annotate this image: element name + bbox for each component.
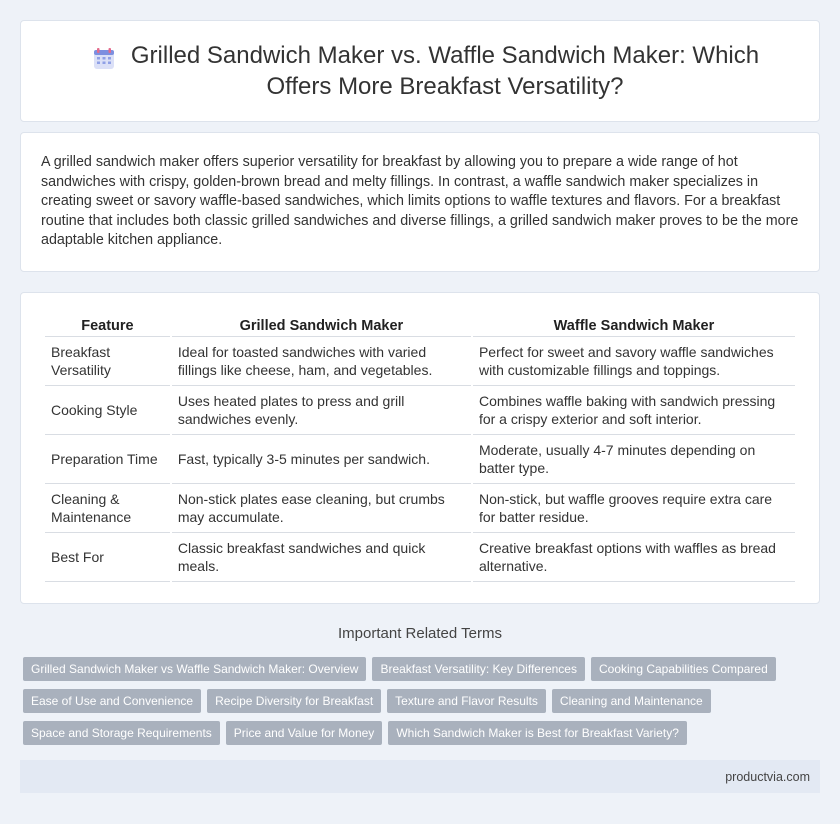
footer-site-link[interactable]: productvia.com bbox=[725, 769, 810, 784]
table-cell-grilled: Ideal for toasted sandwiches with varied fillings like cheese, ham, and vegetables. bbox=[172, 337, 471, 386]
table-cell-feature: Cooking Style bbox=[45, 386, 170, 435]
table-cell-grilled: Fast, typically 3-5 minutes per sandwich. bbox=[172, 435, 471, 484]
related-tag-cleaning[interactable]: Cleaning and Maintenance bbox=[552, 689, 711, 713]
comparison-table-card bbox=[20, 292, 820, 604]
intro-paragraph: A grilled sandwich maker offers superior versatility for breakfast by allowing you to prepare a wide range of hot sandwiches with crispy, golden-brown bread and melty fillings. In contrast, a waffle sandwich maker specializes in creating sweet or savory waffle-based sandwiches, which limits options to waffle textures and flavors. For a breakfast routine that includes both classic grilled sandwiches and diverse fillings, a grilled sandwich maker proves to be the more adaptable kitchen appliance. bbox=[41, 154, 799, 249]
table-cell-grilled: Uses heated plates to press and grill sandwiches evenly. bbox=[172, 386, 471, 435]
header-waffle: Waffle Sandwich Maker bbox=[473, 307, 795, 337]
table-cell-feature: Preparation Time bbox=[45, 435, 170, 484]
related-tag-ease-of-use[interactable]: Ease of Use and Convenience bbox=[23, 689, 201, 713]
table-cell-feature: Best For bbox=[45, 533, 170, 582]
related-terms-title: Important Related Terms bbox=[338, 625, 502, 642]
related-tag-cooking[interactable]: Cooking Capabilities Compared bbox=[591, 657, 776, 681]
table-cell-feature: Breakfast Versatility bbox=[45, 337, 170, 386]
comparison-table bbox=[43, 307, 797, 582]
table-row bbox=[45, 337, 795, 386]
tag-row bbox=[23, 721, 823, 745]
table-row bbox=[45, 435, 795, 484]
table-cell-waffle: Perfect for sweet and savory waffle sandwiches with customizable fillings and toppings. bbox=[473, 337, 795, 386]
header-feature: Feature bbox=[45, 307, 170, 337]
page-title: Grilled Sandwich Maker vs. Waffle Sandwich Maker: Which Offers More Breakfast Versatility? bbox=[130, 42, 760, 100]
related-tag-space-storage[interactable]: Space and Storage Requirements bbox=[23, 721, 220, 745]
related-tag-price-value[interactable]: Price and Value for Money bbox=[226, 721, 383, 745]
related-tag-overview[interactable]: Grilled Sandwich Maker vs Waffle Sandwich Maker: Overview bbox=[23, 657, 366, 681]
table-cell-feature: Cleaning & Maintenance bbox=[45, 484, 170, 533]
related-tag-versatility[interactable]: Breakfast Versatility: Key Differences bbox=[372, 657, 585, 681]
header-grilled: Grilled Sandwich Maker bbox=[172, 307, 471, 337]
table-cell-waffle: Non-stick, but waffle grooves require extra care for batter residue. bbox=[473, 484, 795, 533]
table-cell-waffle: Moderate, usually 4-7 minutes depending on batter type. bbox=[473, 435, 795, 484]
calendar-icon bbox=[92, 47, 116, 76]
footer bbox=[20, 760, 820, 793]
table-row bbox=[45, 386, 795, 435]
tag-row bbox=[23, 657, 823, 681]
related-terms-tags bbox=[23, 657, 823, 753]
table-cell-waffle: Creative breakfast options with waffles as bread alternative. bbox=[473, 533, 795, 582]
related-tag-recipe-diversity[interactable]: Recipe Diversity for Breakfast bbox=[207, 689, 381, 713]
related-tag-texture-flavor[interactable]: Texture and Flavor Results bbox=[387, 689, 546, 713]
title-card bbox=[20, 20, 820, 122]
title-wrapper bbox=[60, 40, 780, 102]
table-row bbox=[45, 484, 795, 533]
table-header-row bbox=[45, 307, 795, 337]
tag-row bbox=[23, 689, 823, 713]
table-row bbox=[45, 533, 795, 582]
table-cell-grilled: Non-stick plates ease cleaning, but crumbs may accumulate. bbox=[172, 484, 471, 533]
related-tag-best-for-variety[interactable]: Which Sandwich Maker is Best for Breakfast Variety? bbox=[388, 721, 687, 745]
intro-card bbox=[20, 132, 820, 272]
table-cell-grilled: Classic breakfast sandwiches and quick meals. bbox=[172, 533, 471, 582]
table-cell-waffle: Combines waffle baking with sandwich pressing for a crispy exterior and soft interior. bbox=[473, 386, 795, 435]
